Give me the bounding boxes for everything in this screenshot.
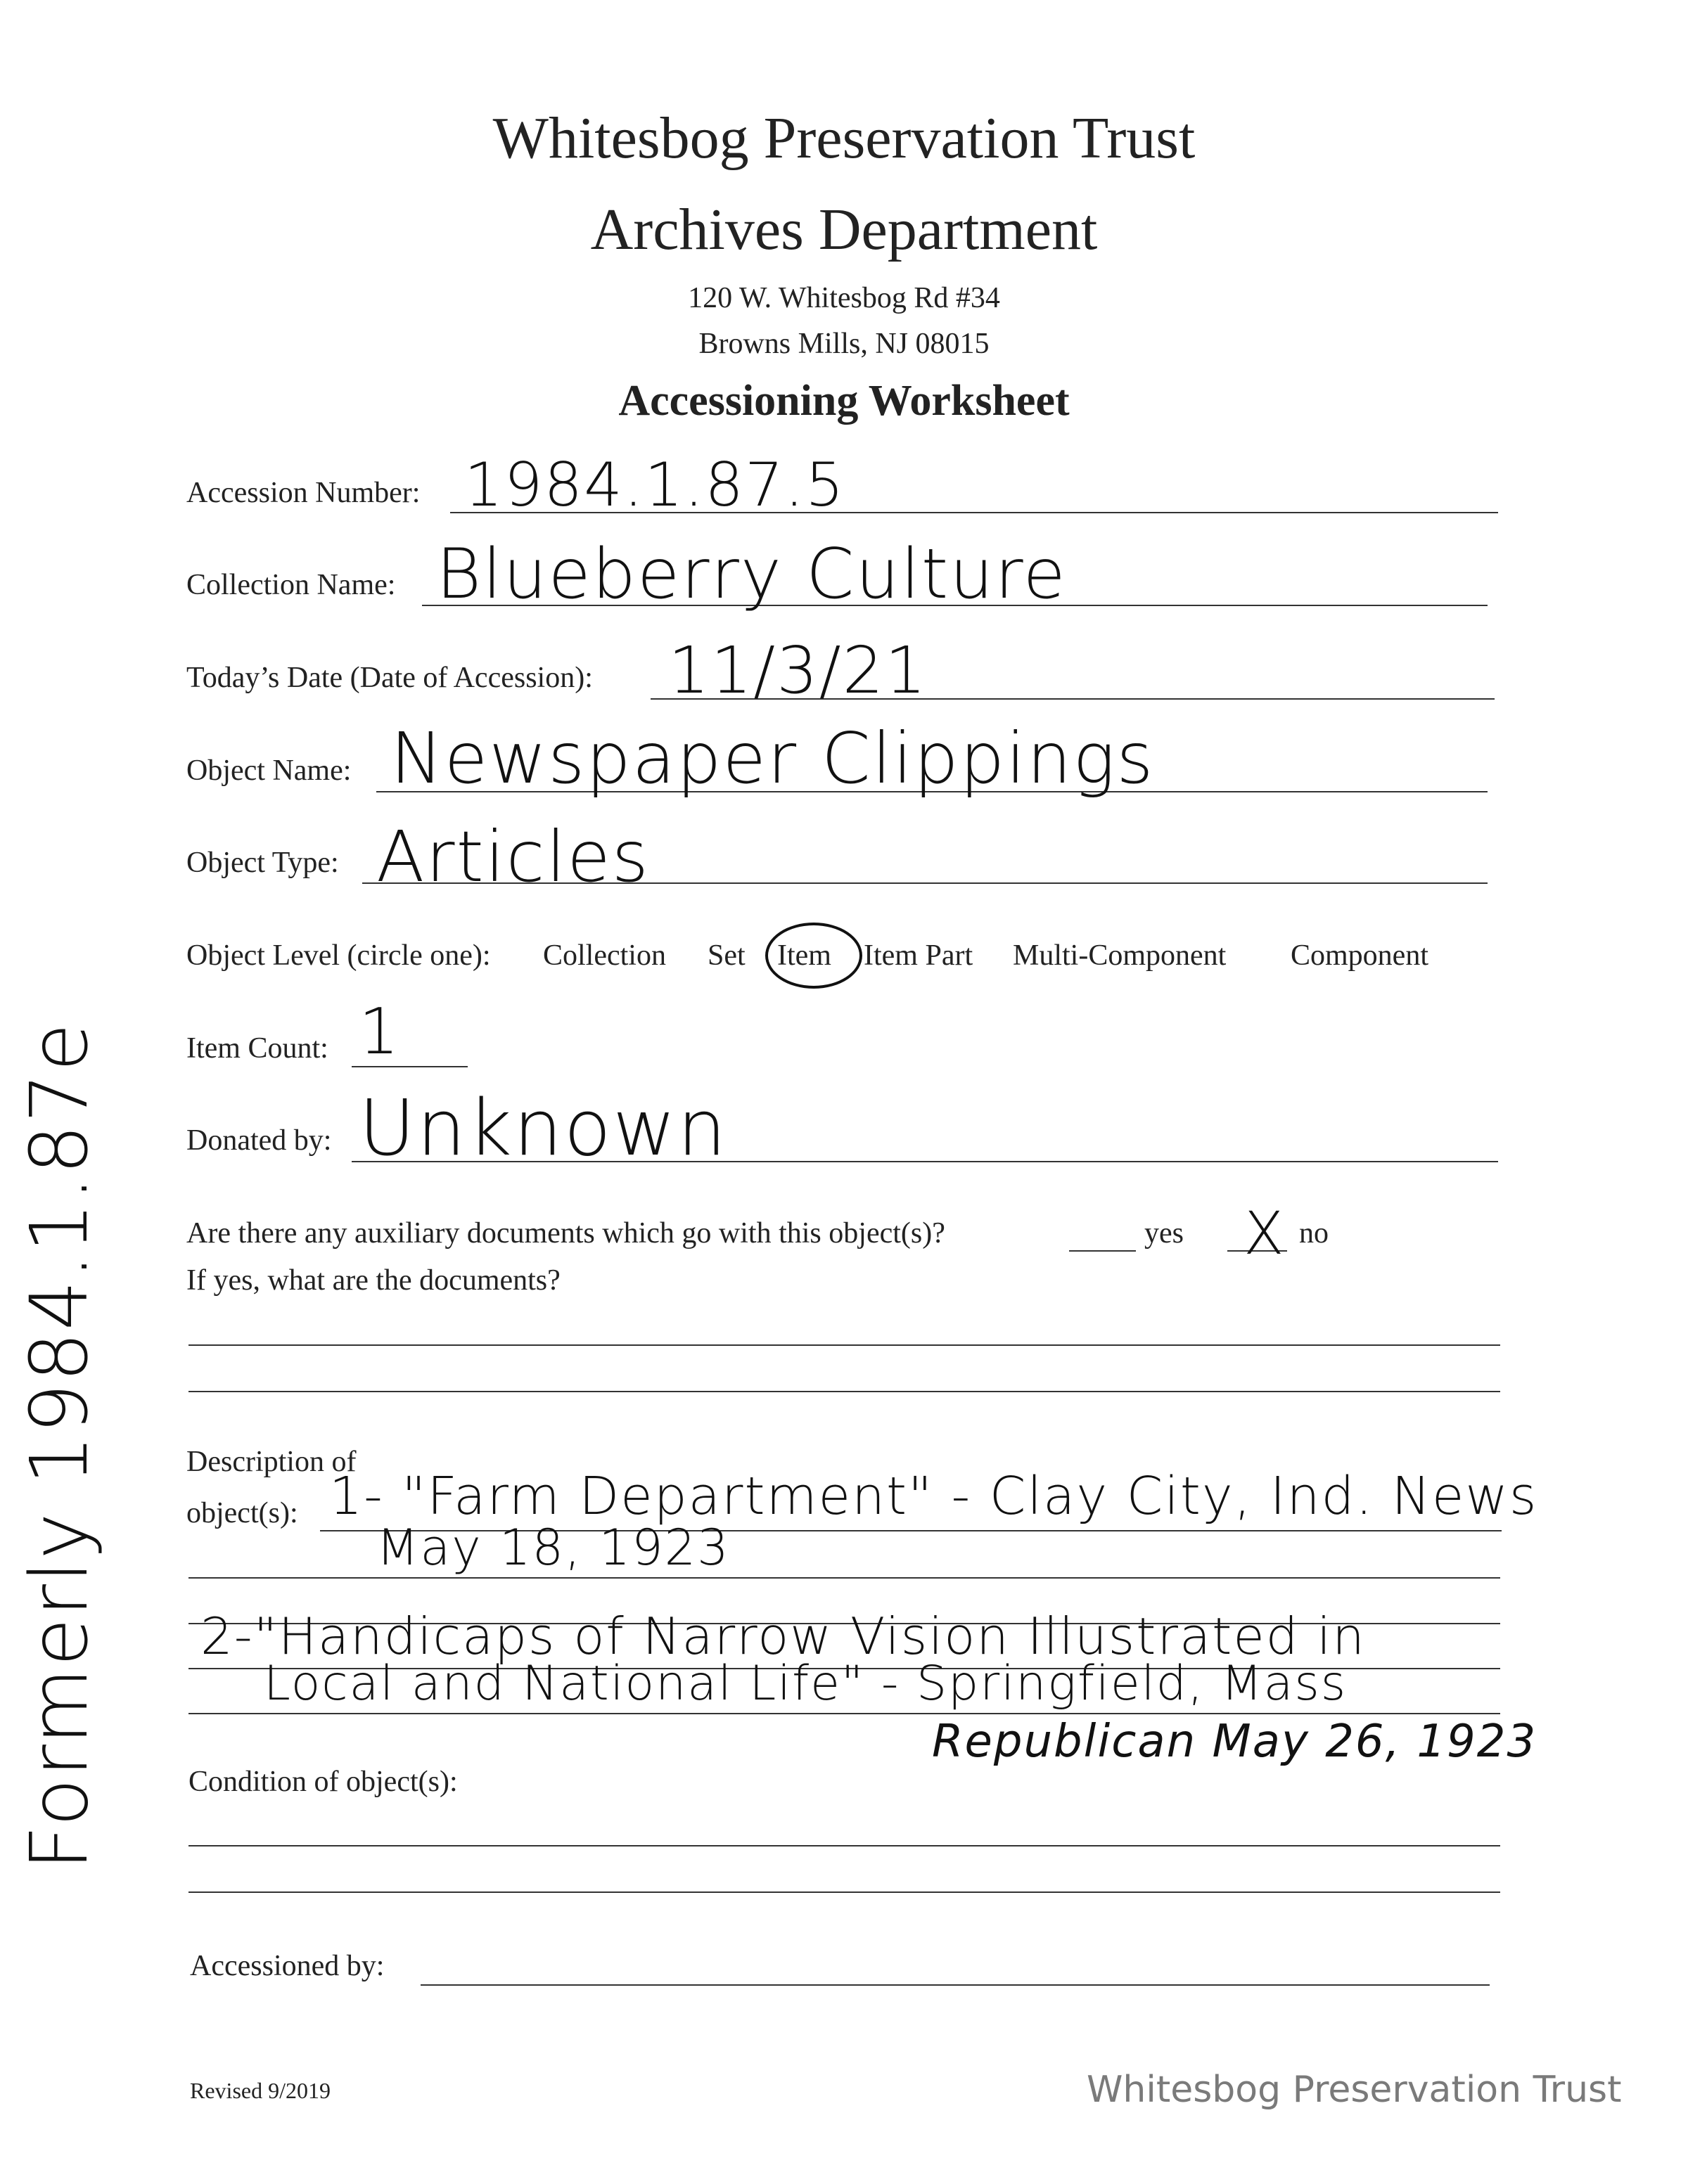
description-text-line-3[interactable]: 2-"Handicaps of Narrow Vision Illustrated in bbox=[200, 1607, 1366, 1666]
object-level-option-multi-component[interactable]: Multi-Component bbox=[1013, 939, 1227, 972]
department-title: Archives Department bbox=[590, 197, 1098, 262]
auxiliary-followup: If yes, what are the documents? bbox=[186, 1264, 561, 1297]
accessioned-by-line[interactable] bbox=[421, 1984, 1490, 1986]
address-line-2: Browns Mills, NJ 08015 bbox=[698, 328, 990, 360]
form-title: Accessioning Worksheet bbox=[618, 377, 1070, 425]
object-level-option-set[interactable]: Set bbox=[708, 939, 746, 972]
collection-name-value[interactable]: Blueberry Culture bbox=[436, 534, 1067, 615]
address-line-1: 120 W. Whitesbog Rd #34 bbox=[688, 282, 1000, 314]
auxiliary-question: Are there any auxiliary documents which go with this object(s)? bbox=[186, 1217, 945, 1250]
organization-title: Whitesbog Preservation Trust bbox=[492, 105, 1196, 171]
side-note-formerly: Formerly 1984.1.87e bbox=[14, 1022, 106, 1870]
object-level-option-item-part[interactable]: Item Part bbox=[864, 939, 973, 972]
condition-line-2[interactable] bbox=[188, 1891, 1500, 1893]
description-text-line-4[interactable]: Local and National Life" - Springfield, Mass bbox=[264, 1656, 1348, 1711]
description-line-2 bbox=[188, 1577, 1500, 1579]
auxiliary-no-mark: X bbox=[1243, 1199, 1286, 1268]
auxiliary-no-label: no bbox=[1299, 1217, 1329, 1250]
auxiliary-answer-line-1[interactable] bbox=[188, 1344, 1500, 1346]
object-level-option-item[interactable]: Item bbox=[777, 939, 831, 972]
description-label-line-2: object(s): bbox=[186, 1497, 298, 1529]
description-label-line-1: Description of bbox=[186, 1446, 357, 1478]
object-name-label: Object Name: bbox=[186, 754, 352, 787]
donated-by-value[interactable]: Unknown bbox=[359, 1083, 728, 1173]
auxiliary-yes-label: yes bbox=[1144, 1217, 1184, 1250]
condition-label: Condition of object(s): bbox=[188, 1766, 458, 1798]
auxiliary-yes-line[interactable] bbox=[1069, 1250, 1136, 1252]
accessioned-by-label: Accessioned by: bbox=[190, 1950, 385, 1982]
auxiliary-answer-line-2[interactable] bbox=[188, 1391, 1500, 1392]
object-name-value[interactable]: Newspaper Clippings bbox=[390, 717, 1155, 799]
description-text-line-5[interactable]: Republican May 26, 1923 bbox=[932, 1716, 1537, 1768]
todays-date-value[interactable]: 11/3/21 bbox=[668, 633, 928, 708]
description-line-5 bbox=[188, 1713, 1500, 1714]
accession-number-label: Accession Number: bbox=[186, 477, 421, 509]
description-text-line-2[interactable]: May 18, 1923 bbox=[376, 1519, 730, 1576]
todays-date-label: Today’s Date (Date of Accession): bbox=[186, 662, 593, 694]
description-text-line-1[interactable]: 1- "Farm Department" - Clay City, Ind. News bbox=[329, 1466, 1538, 1527]
watermark: Whitesbog Preservation Trust bbox=[1087, 2069, 1622, 2111]
condition-line-1[interactable] bbox=[188, 1845, 1500, 1846]
donated-by-label: Donated by: bbox=[186, 1124, 332, 1157]
object-level-option-component[interactable]: Component bbox=[1291, 939, 1428, 972]
revised-date: Revised 9/2019 bbox=[190, 2078, 331, 2103]
accession-number-value[interactable]: 1984.1.87.5 bbox=[464, 450, 845, 520]
collection-name-label: Collection Name: bbox=[186, 569, 396, 601]
object-level-label: Object Level (circle one): bbox=[186, 939, 491, 972]
object-type-label: Object Type: bbox=[186, 847, 339, 879]
object-level-option-collection[interactable]: Collection bbox=[543, 939, 666, 972]
item-count-label: Item Count: bbox=[186, 1032, 328, 1065]
item-count-value[interactable]: 1 bbox=[359, 995, 401, 1069]
object-type-value[interactable]: Articles bbox=[376, 816, 650, 898]
